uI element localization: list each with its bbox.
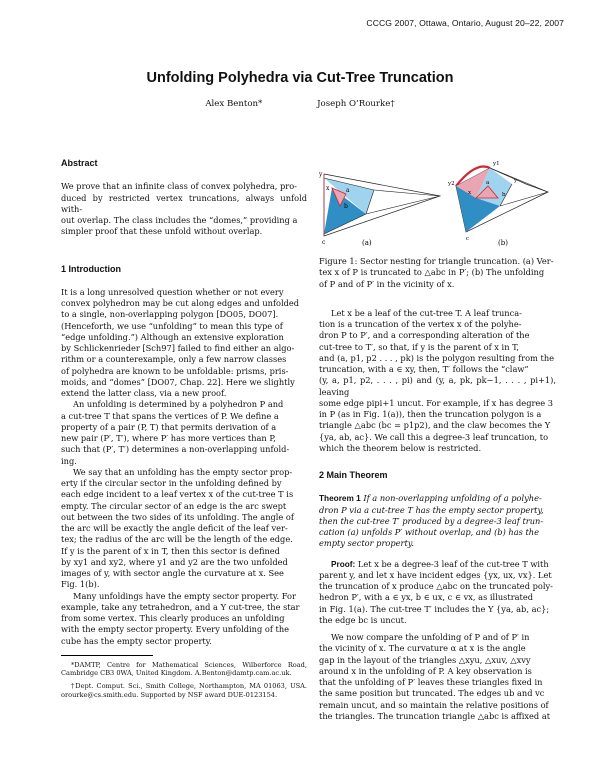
author-list	[0, 99, 600, 109]
footnote-2: †Dept. Comput. Sci., Smith College, Northampton, MA 01063, USA. orourke@cs.smith.edu. Supported by NSF award DUE-0123154.	[61, 681, 307, 699]
label-x-a: x	[326, 185, 330, 192]
label-a-b: a	[486, 180, 490, 186]
proof-label: Proof:	[331, 559, 356, 569]
figure-1b	[447, 161, 548, 247]
paper-title: Unfolding Polyhedra via Cut-Tree Truncation	[146, 70, 454, 86]
proof: Proof: Let x be a degree-3 leaf of the cut-tree T with parent y, and let x have incident edges {yx, ux, vx}. Let the truncation of x produce △abc on the truncated poly- hedron P′, with a ∈ yx, b ∈ ux, c ∈ vx, as illustrated in Fig. 1(a). The cut-tree T′ includes the Y {ya, ab, ac}; the edge bc is uncut.	[319, 558, 553, 625]
intro-para-2: An unfolding is determined by a polyhedron P and a cut-tree T that spans the vertices of P. We define a property of a pair (P, T) that permits derivation of a new pair (P′, T′), where P′ has more vertices than P, such that (P′, T′) determines a non-overlapping unfold- ing.	[61, 399, 290, 466]
figure-1a	[318, 171, 440, 247]
abstract-heading: Abstract	[61, 158, 98, 168]
label-x-b: x	[468, 190, 472, 196]
footnote-1: *DAMTP, Centre for Mathematical Sciences, Wilberforce Road, Cambridge CB3 0WA, United Kingdom. A.Benton@damtp.cam.ac.uk.	[61, 660, 307, 678]
theorem-label: Theorem 1	[319, 494, 361, 504]
figure-caption: Figure 1: Sector nesting for triangle truncation. (a) Ver- tex x of P is truncated to △abc in P′; (b) The unfolding of P and of P′ in the vicinity of x.	[319, 256, 554, 289]
panel-b-label: (b)	[498, 239, 508, 247]
left-column	[61, 158, 307, 699]
footnote-rule	[61, 655, 153, 656]
leaf-truncation-para: Let x be a leaf of the cut-tree T. A leaf trunca- tion is a truncation of the vertex x of the polyhe- dron P to P′, and a corresponding alteration of the cut-tree to T′, so that, if y is the parent of x in T, and (a, p1, p2 . . . , pk) is the polygon resulting from the truncation, with a ∈ xy, then, T′ follows the “claw” (y, a, p1, p2, . . . , pi) and (y, a, pk, pk−1, . . . , pi+1), leaving some edge pipi+1 uncut. For example, if x has degree 3 in P (as in Fig. 1(a)), then the truncation polygon is a triangle △abc (bc = p1p2), and the claw becomes the Y {ya, ab, ac}. We call this a degree-3 leaf truncation, to which the theorem below is restricted.	[319, 307, 556, 453]
right-column	[319, 256, 556, 722]
intro-para-1: It is a long unresolved question whether or not every convex polyhedron may be cut along edges and unfolded to a single, non-overlapping polygon [DO05, DO07]. (Henceforth, we use “unfolding” to mean this type of “edge unfolding.”) Although an extensive exploration by Schlickenrieder [Sch97] failed to find either an algo- rithm or a counterexample, only a few narrow classes of polyhedra are known to be unfoldable: prisms, pris- moids, and “domes” [DO07, Chap. 22]. Here we slightly extend the latter class, via a new proof.	[61, 286, 300, 398]
intro-heading: 1 Introduction	[61, 263, 121, 274]
label-c-a: c	[322, 239, 326, 246]
label-b-b: b	[502, 192, 506, 198]
abstract-text: We prove that an infinite class of convex polyhedra, pro- duced by restricted vertex truncations, always unfold with- out overlap. The class includes the “domes,” providing a simpler proof that these unfold without overlap.	[61, 181, 307, 237]
label-y-a: y	[319, 171, 323, 178]
label-a-a: a	[346, 187, 350, 194]
label-y1-b: y1	[493, 161, 500, 167]
label-b-a: b	[344, 203, 348, 210]
intro-para-3: We say that an unfolding has the empty sector prop- erty if the circular sector in the unfolding defined by each edge incident to a leaf vertex x of the cut-tree T is empty. The circular sector of an edge is the arc swept out between the two sides of its unfolding. The angle of the arc will be exactly the angle deficit of the leaf ver- tex; the radius of the arc will be the length of the edge. If y is the parent of x in T, then this sector is defined by xy1 and xy2, where y1 and y2 are the two unfolded images of y, with sector angle the curvature at x. See Fig. 1(b).	[61, 466, 294, 590]
author-2: Joseph O’Rourke†	[317, 99, 395, 109]
label-c-b: c	[466, 236, 470, 242]
panel-a-label: (a)	[362, 239, 372, 247]
theorem-1: Theorem 1 If a non-overlapping unfolding of a polyhe- dron P via a cut-tree T has the empty sector property, then the cut-tree T′ produced by a degree-3 leaf trun- cation (a) unfolds P′ without overlap, and (b) has the empty sector property.	[319, 493, 544, 549]
main-theorem-heading: 2 Main Theorem	[319, 470, 388, 480]
intro-para-4: Many unfoldings have the empty sector property. For example, take any tetrahedron, and a Y cut-tree, the star from some vertex. This clearly produces an unfolding with the empty sector property. Every unfolding of the cube has the empty sector property.	[61, 590, 300, 646]
comparison-para: We now compare the unfolding of P and of P′ in the vicinity of x. The curvature α at x is the angle gap in the layout of the triangles △xyu, △xuv, △xvy around x in the unfolding of P. A key observation is that the unfolding of P′ leaves these triangles fixed in the same position but truncated. The edges ub and vc remain uncut, and so maintain the relative positions of the triangles. The truncation triangle △abc is affixed at	[319, 632, 551, 721]
running-head: CCCG 2007, Ottawa, Ontario, August 20–22, 2007	[366, 18, 564, 28]
author-1: Alex Benton*	[205, 99, 263, 109]
figure-1	[316, 156, 558, 252]
label-y-b: y	[514, 178, 518, 184]
label-y2-b: y2	[448, 181, 455, 187]
